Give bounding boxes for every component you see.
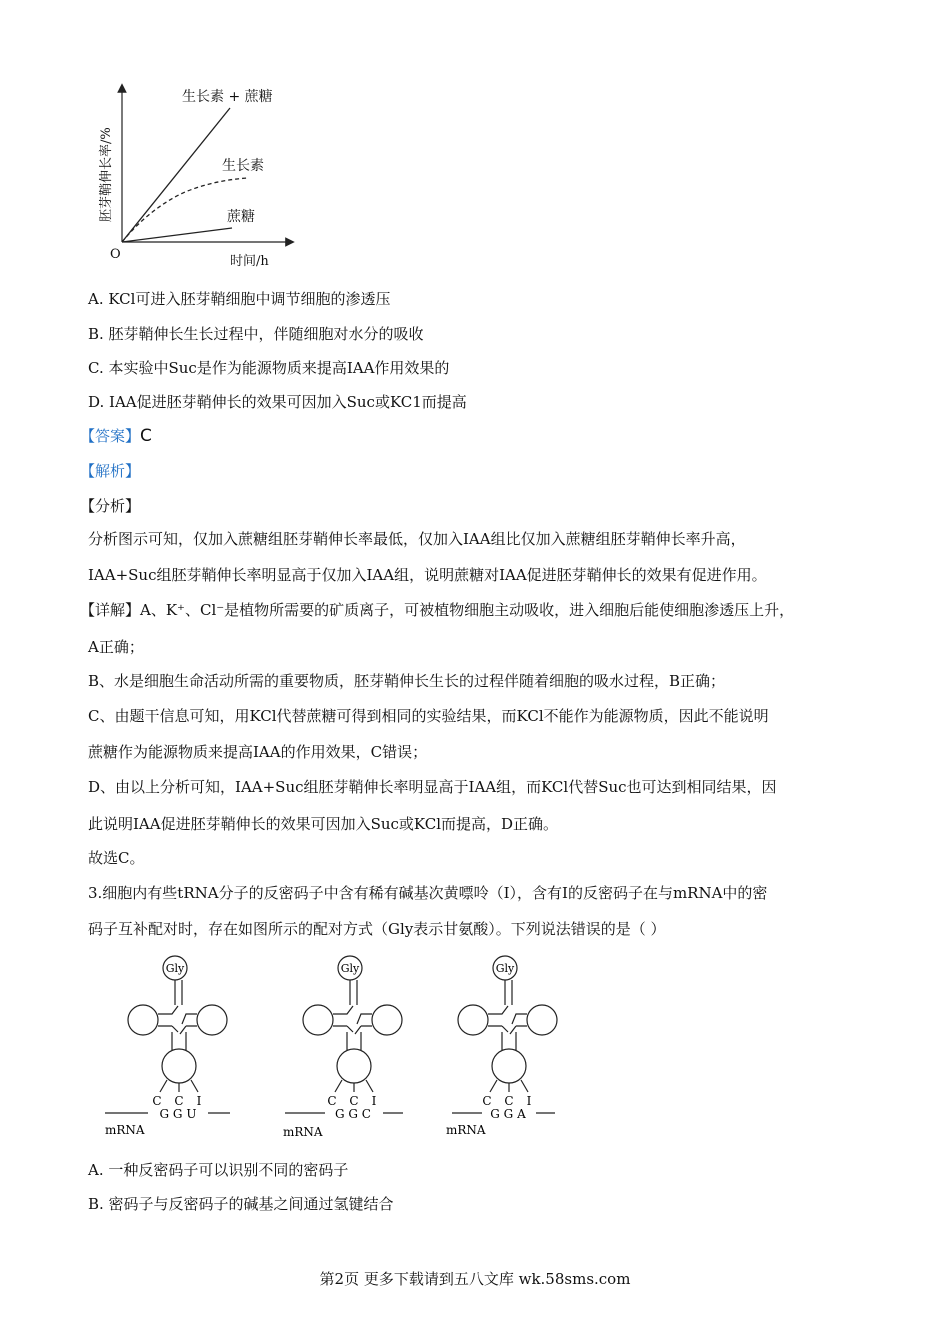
label-auxin-sucrose: 生长素 + 蔗糖 — [182, 89, 273, 105]
trna-3 — [446, 956, 557, 1137]
detail-tag: 【详解】 — [80, 601, 141, 619]
trna-2-aa: Gly — [340, 962, 360, 975]
trna-3-anticodon-3: I — [526, 1094, 532, 1108]
detail-a-line-1 — [80, 599, 794, 620]
trna-1-mrna: mRNA — [105, 1123, 145, 1137]
answer-value: C — [140, 426, 152, 446]
growth-rate-graph — [90, 80, 310, 270]
analysis-tag: 【解析】 — [80, 462, 141, 480]
label-auxin: 生长素 — [222, 158, 264, 174]
detail-d-line-2: 此说明IAA促进胚芽鞘伸长的效果可因加入Suc或KCl而提高，D正确。 — [88, 815, 559, 833]
curve-sucrose — [122, 228, 232, 242]
detail-d-line-1: D、由以上分析可知，IAA+Suc组胚芽鞘伸长率明显高于IAA组，而KCl代替Suc也可达到相同结果，因 — [88, 778, 777, 796]
fenxi-tag: 【分析】 — [80, 497, 141, 515]
y-axis-label: 胚芽鞘伸长率/% — [99, 127, 114, 222]
trna-3-mrna: mRNA — [446, 1123, 486, 1137]
trna-2-anticodon-2: C — [349, 1094, 359, 1108]
fenxi-line-2: IAA+Suc组胚芽鞘伸长率明显高于仅加入IAA组，说明蔗糖对IAA促进胚芽鞘伸长的效果有促进作用。 — [88, 566, 767, 584]
x-axis-label: 时间/h — [230, 254, 269, 269]
trna-2-anticodon-1: C — [327, 1094, 337, 1108]
q3-line-2: 码子互补配对时，存在如图所示的配对方式（Gly表示甘氨酸）。下列说法错误的是（ ） — [88, 920, 666, 938]
curve-auxin-sucrose — [122, 108, 230, 242]
trna-figure — [100, 950, 570, 1145]
trna-1-anticodon-1: C — [152, 1094, 162, 1108]
trna-1-aa: Gly — [165, 962, 185, 975]
q3-option-a: A. 一种反密码子可以识别不同的密码子 — [88, 1161, 349, 1179]
q2-option-d: D. IAA促进胚芽鞘伸长的效果可因加入Suc或KC1而提高 — [88, 393, 467, 411]
detail-c-line-2: 蔗糖作为能源物质来提高IAA的作用效果，C错误； — [88, 743, 428, 761]
trna-1 — [105, 956, 230, 1137]
trna-3-codon: G G A — [490, 1107, 526, 1121]
origin-label: O — [110, 247, 121, 262]
q2-option-b: B. 胚芽鞘伸长生长过程中，伴随细胞对水分的吸收 — [88, 325, 424, 343]
answer-line — [80, 425, 152, 446]
detail-conclusion: 故选C。 — [88, 849, 145, 867]
trna-1-anticodon-2: C — [174, 1094, 184, 1108]
detail-a-text: A、K⁺、Cl⁻是植物所需要的矿质离子，可被植物细胞主动吸收，进入细胞后能使细胞渗透压上升， — [140, 601, 795, 619]
q2-option-c: C. 本实验中Suc是作为能源物质来提高IAA作用效果的 — [88, 359, 450, 377]
answer-tag: 【答案】 — [80, 427, 141, 445]
trna-2 — [283, 956, 403, 1139]
trna-1-anticodon-3: I — [196, 1094, 202, 1108]
detail-a-line-2: A正确； — [88, 638, 144, 656]
trna-1-codon: G G U — [159, 1107, 197, 1121]
trna-3-anticodon-1: C — [482, 1094, 492, 1108]
detail-c-line-1: C、由题干信息可知，用KCl代替蔗糖可得到相同的实验结果，而KCl不能作为能源物质，因此不能说明 — [88, 707, 769, 725]
trna-3-aa: Gly — [495, 962, 515, 975]
label-sucrose: 蔗糖 — [227, 209, 255, 225]
detail-b-line: B、水是细胞生命活动所需的重要物质，胚芽鞘伸长生长的过程伴随着细胞的吸水过程，B正确； — [88, 672, 726, 690]
fenxi-line-1: 分析图示可知，仅加入蔗糖组胚芽鞘伸长率最低，仅加入IAA组比仅加入蔗糖组胚芽鞘伸长率升高， — [88, 530, 746, 548]
trna-2-codon: G G C — [335, 1107, 371, 1121]
trna-2-anticodon-3: I — [371, 1094, 377, 1108]
trna-2-mrna: mRNA — [283, 1125, 323, 1139]
q3-line-1: 3.细胞内有些tRNA分子的反密码子中含有稀有碱基次黄嘌呤（I），含有I的反密码子在与mRNA中的密 — [88, 884, 768, 902]
q3-option-b: B. 密码子与反密码子的碱基之间通过氢键结合 — [88, 1195, 394, 1213]
trna-3-anticodon-2: C — [504, 1094, 514, 1108]
q2-option-a: A. KCl可进入胚芽鞘细胞中调节细胞的渗透压 — [88, 290, 391, 308]
page-footer: 第2页 更多下载请到五八文库 wk.58sms.com — [319, 1270, 631, 1288]
